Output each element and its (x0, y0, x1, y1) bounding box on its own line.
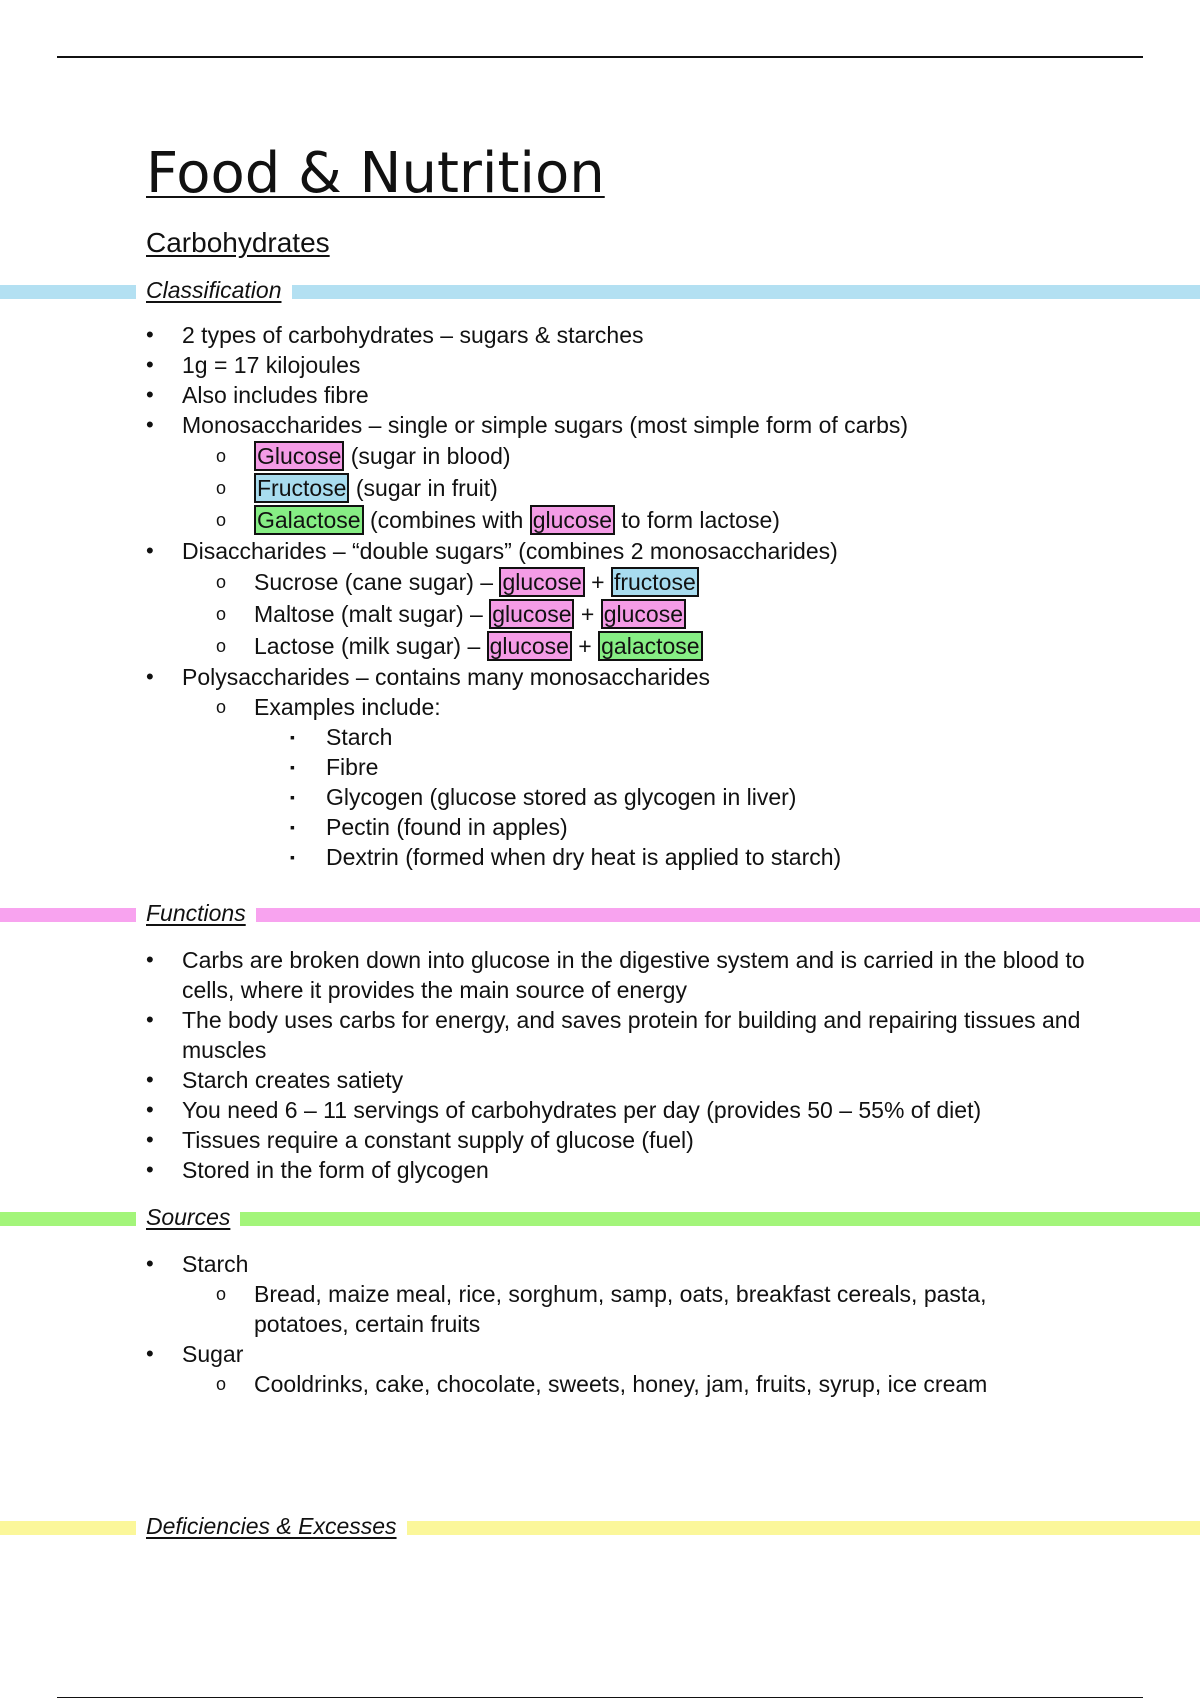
top-rule (57, 56, 1143, 58)
circle-bullet-icon: o (216, 636, 227, 656)
list-item: • Disaccharides – “double sugars” (combines 2 monosaccharides) (146, 538, 838, 564)
bullet-icon: • (146, 1007, 154, 1032)
bullet-icon: • (146, 322, 154, 347)
galactose-highlight: Galactose (254, 505, 364, 535)
circle-bullet-icon: o (216, 446, 227, 466)
list-item: o Bread, maize meal, rice, sorghum, samp, oats, breakfast cereals, pasta, potatoes, certain fruits (216, 1281, 987, 1337)
glucose-highlight: Glucose (254, 441, 344, 471)
glucose-highlight: glucose (487, 631, 572, 661)
list-item: ▪ Fibre (290, 754, 379, 780)
list-item: • 2 types of carbohydrates – sugars & starches (146, 322, 644, 348)
bullet-icon: • (146, 1157, 154, 1182)
sources-heading: Sources (136, 1202, 240, 1232)
list-item: • Starch (146, 1251, 249, 1277)
circle-bullet-icon: o (216, 478, 227, 498)
list-item: • Stored in the form of glycogen (146, 1157, 489, 1183)
sources-list (146, 1249, 1086, 1399)
list-item: o Glucose (sugar in blood) (146, 440, 1086, 472)
list-item: o Examples include: (216, 694, 441, 720)
bullet-icon: • (146, 947, 154, 972)
page-subtitle: Carbohydrates (146, 227, 330, 258)
bullet-icon: • (146, 1251, 154, 1276)
square-bullet-icon: ▪ (290, 759, 295, 775)
list-item: • You need 6 – 11 servings of carbohydrates per day (provides 50 – 55% of diet) (146, 1097, 982, 1123)
deficiencies-heading: Deficiencies & Excesses (136, 1511, 407, 1541)
list-item: • Carbs are broken down into glucose in the digestive system and is carried in the blood to cells, where it provides the main source of energy (146, 947, 1085, 1003)
circle-bullet-icon: o (216, 572, 227, 592)
glucose-highlight: glucose (601, 599, 686, 629)
bullet-icon: • (146, 412, 154, 437)
list-item: • Tissues require a constant supply of glucose (fuel) (146, 1127, 694, 1153)
bullet-icon: • (146, 352, 154, 377)
glucose-highlight: glucose (530, 505, 615, 535)
bottom-rule (57, 1697, 1143, 1698)
list-item: • 1g = 17 kilojoules (146, 352, 361, 378)
bullet-icon: • (146, 382, 154, 407)
square-bullet-icon: ▪ (290, 819, 295, 835)
bullet-icon: • (146, 1127, 154, 1152)
square-bullet-icon: ▪ (290, 849, 295, 865)
list-item: o Sucrose (cane sugar) – glucose + fructose (146, 566, 1086, 598)
circle-bullet-icon: o (216, 604, 227, 624)
list-item: • Monosaccharides – single or simple sugars (most simple form of carbs) (146, 412, 909, 438)
list-item: o Lactose (milk sugar) – glucose + galactose (146, 630, 1086, 662)
list-item: ▪ Glycogen (glucose stored as glycogen in liver) (290, 784, 797, 810)
list-item: • Sugar (146, 1341, 244, 1367)
list-item: ▪ Pectin (found in apples) (290, 814, 568, 840)
classification-list (146, 320, 1086, 872)
list-item: ▪ Dextrin (formed when dry heat is applied to starch) (290, 844, 842, 870)
circle-bullet-icon: o (216, 510, 227, 530)
bullet-icon: • (146, 664, 154, 689)
bullet-icon: • (146, 1067, 154, 1092)
classification-heading: Classification (136, 275, 292, 305)
galactose-highlight: galactose (598, 631, 702, 661)
functions-heading: Functions (136, 898, 256, 928)
list-item: o Fructose (sugar in fruit) (146, 472, 1086, 504)
square-bullet-icon: ▪ (290, 729, 295, 745)
fructose-highlight: Fructose (254, 473, 349, 503)
circle-bullet-icon: o (216, 1374, 227, 1394)
glucose-highlight: glucose (489, 599, 574, 629)
list-item: ▪ Starch (290, 724, 393, 750)
page-title: Food & Nutrition (146, 141, 605, 206)
list-item: o Galactose (combines with glucose to form lactose) (146, 504, 1086, 536)
bullet-icon: • (146, 1097, 154, 1122)
bullet-icon: • (146, 1341, 154, 1366)
list-item: • Starch creates satiety (146, 1067, 404, 1093)
square-bullet-icon: ▪ (290, 789, 295, 805)
circle-bullet-icon: o (216, 1284, 227, 1304)
list-item: o Cooldrinks, cake, chocolate, sweets, honey, jam, fruits, syrup, ice cream (216, 1371, 988, 1397)
list-item: • Also includes fibre (146, 382, 369, 408)
list-item: • Polysaccharides – contains many monosaccharides (146, 664, 710, 690)
fructose-highlight: fructose (611, 567, 699, 597)
glucose-highlight: glucose (499, 567, 584, 597)
bullet-icon: • (146, 538, 154, 563)
circle-bullet-icon: o (216, 697, 227, 717)
list-item: • The body uses carbs for energy, and saves protein for building and repairing tissues and muscles (146, 1007, 1081, 1063)
functions-list (146, 945, 1086, 1185)
list-item: o Maltose (malt sugar) – glucose + glucose (146, 598, 1086, 630)
